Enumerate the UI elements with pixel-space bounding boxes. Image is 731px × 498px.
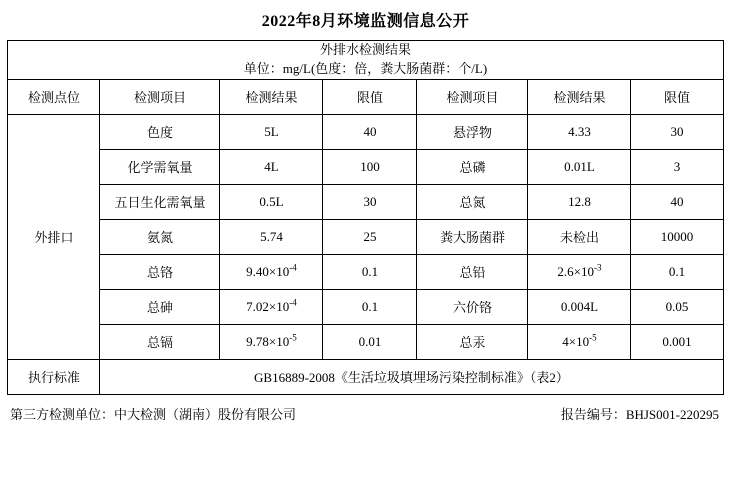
col-header-result-right: 检测结果 [528, 79, 631, 114]
testing-organization: 第三方检测单位：中大检测（湖南）股份有限公司 [10, 406, 297, 422]
right-result-base: 2.6×10 [557, 263, 595, 279]
footer [8, 395, 723, 423]
table-row [8, 149, 723, 184]
outlet-label: 外排口 [8, 114, 100, 359]
table-header-block [8, 41, 723, 80]
right-item: 悬浮物 [417, 114, 528, 149]
right-result: 0.01L [528, 149, 631, 184]
table-row [8, 219, 723, 254]
standard-label: 执行标准 [8, 359, 100, 394]
standard-row [8, 359, 723, 394]
left-result-base: 9.78×10 [246, 333, 290, 349]
left-limit: 0.1 [323, 289, 417, 324]
left-item: 化学需氧量 [100, 149, 220, 184]
left-result: 5.74 [220, 219, 323, 254]
right-item: 总汞 [417, 324, 528, 359]
report-number: 报告编号：BHJS001-220295 [560, 406, 719, 422]
left-result-exponent: -4 [289, 262, 297, 273]
left-item: 总镉 [100, 324, 220, 359]
left-result-exponent: -4 [289, 297, 297, 308]
left-limit: 0.01 [323, 324, 417, 359]
table-header-unit: 单位：mg/L(色度：倍，粪大肠菌群：个/L) [243, 60, 488, 76]
left-limit: 100 [323, 149, 417, 184]
left-result: 0.5L [220, 184, 323, 219]
left-limit: 30 [323, 184, 417, 219]
right-limit: 0.001 [631, 324, 723, 359]
standard-value: GB16889-2008《生活垃圾填埋场污染控制标准》（表2） [100, 359, 723, 394]
left-item: 总砷 [100, 289, 220, 324]
left-result [220, 289, 323, 324]
col-header-item-left: 检测项目 [100, 79, 220, 114]
left-limit: 40 [323, 114, 417, 149]
col-header-limit-right: 限值 [631, 79, 723, 114]
left-item: 五日生化需氧量 [100, 184, 220, 219]
left-result-exponent: -5 [289, 332, 297, 343]
right-item: 粪大肠菌群 [417, 219, 528, 254]
left-result-base: 9.40×10 [246, 263, 290, 279]
table-row [8, 324, 723, 359]
right-result-base: 4×10 [562, 333, 590, 349]
right-limit: 40 [631, 184, 723, 219]
right-limit: 10000 [631, 219, 723, 254]
right-limit: 30 [631, 114, 723, 149]
right-item: 总铅 [417, 254, 528, 289]
table-header-row [8, 41, 723, 80]
table-row [8, 114, 723, 149]
col-header-limit-left: 限值 [323, 79, 417, 114]
left-item: 氨氮 [100, 219, 220, 254]
right-item: 总氮 [417, 184, 528, 219]
col-header-point: 检测点位 [8, 79, 100, 114]
table-row [8, 254, 723, 289]
right-result: 0.004L [528, 289, 631, 324]
table-row [8, 289, 723, 324]
right-limit: 3 [631, 149, 723, 184]
right-result: 12.8 [528, 184, 631, 219]
left-item: 色度 [100, 114, 220, 149]
left-result [220, 254, 323, 289]
page-title: 2022年8月环境监测信息公开 [261, 13, 470, 30]
col-header-result-left: 检测结果 [220, 79, 323, 114]
right-result: 未检出 [528, 219, 631, 254]
table-header-title: 外排水检测结果 [319, 42, 411, 57]
left-result [220, 324, 323, 359]
right-limit: 0.05 [631, 289, 723, 324]
left-limit: 25 [323, 219, 417, 254]
right-result [528, 254, 631, 289]
left-result-base: 7.02×10 [246, 298, 290, 314]
right-limit: 0.1 [631, 254, 723, 289]
column-header-row [8, 79, 723, 114]
right-result-exponent: -3 [594, 262, 602, 273]
right-result: 4.33 [528, 114, 631, 149]
left-item: 总铬 [100, 254, 220, 289]
right-item: 六价铬 [417, 289, 528, 324]
right-result [528, 324, 631, 359]
right-result-exponent: -5 [589, 332, 597, 343]
table-row [8, 184, 723, 219]
left-limit: 0.1 [323, 254, 417, 289]
right-item: 总磷 [417, 149, 528, 184]
left-result: 5L [220, 114, 323, 149]
left-result: 4L [220, 149, 323, 184]
monitoring-results-table [7, 40, 723, 395]
col-header-item-right: 检测项目 [417, 79, 528, 114]
